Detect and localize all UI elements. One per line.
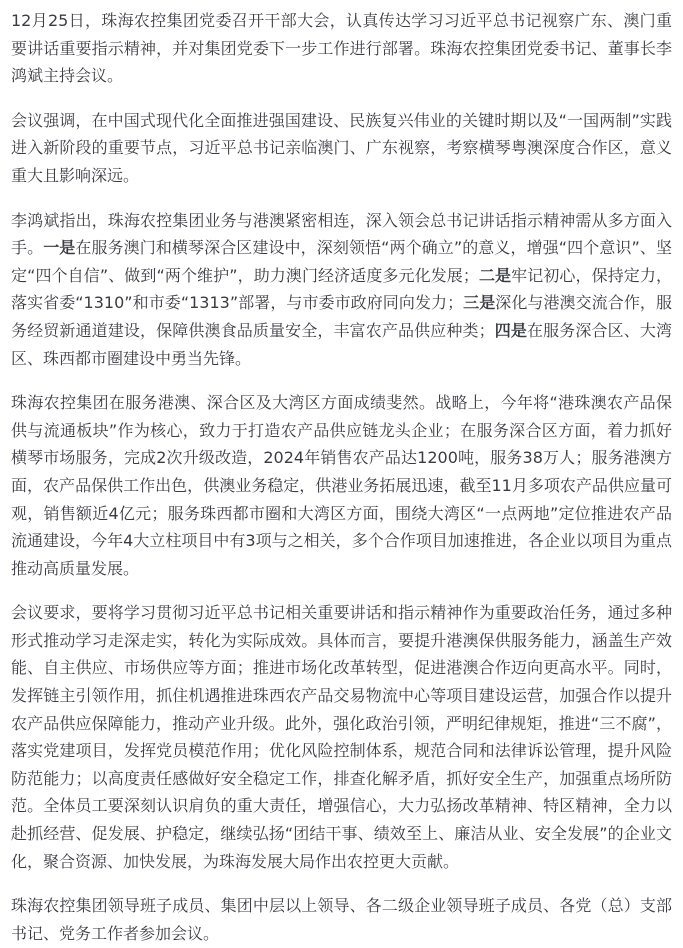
bold-text-run: 一是 [43,238,76,258]
paragraph-1 [11,7,672,90]
paragraph-4 [11,389,672,582]
bold-text-run: 二是 [478,265,512,285]
text-run: 牢记初心，保持定力，落实省委“1310”和市委“1313”部署，与市委市政府同向发力； [11,265,672,313]
text-run: 珠海农控集团在服务港澳、深合区及大湾区方面成绩斐然。战略上，今年将“港珠澳农产品保供与流通板块”作为核心，致力于打造农产品供应链龙头企业；在服务深合区方面，着力抓好横琴市场服务，完成2次升级改造，2024年销售农产品达1200吨，服务38万人；服务港澳方面，农产品保供工作出色，供澳业务稳定，供港业务拓展迅速，截至11月多项农产品供应量可观，销售额近4亿元；服务珠西都市圈和大湾区方面，围绕大湾区“一点两地”定位推进农产品流通建设，今年4大立柱项目中有3项与之相关，多个合作项目加速推进，各企业以项目为重点推动高质量发展。 [11,393,672,578]
text-run: 珠海农控集团领导班子成员、集团中层以上领导、各二级企业领导班子成员、各党（总）支部书记、党务工作者参加会议。 [11,896,672,943]
text-run: 深化与港澳交流合作，服务经贸新通道建设，保障供澳食品质量安全，丰富农产品供应种类； [11,293,672,340]
text-run: 在服务深合区、大湾区、珠西都市圈建设中勇当先锋。 [11,320,672,368]
text-run: 在服务澳门和横琴深合区建设中，深刻领悟“两个确立”的意义，增强“四个意识”、坚定“四个自信”、做到“两个维护”，助力澳门经济适度多元化发展； [11,238,672,285]
paragraph-6 [11,892,672,947]
text-run: 李鸿斌指出，珠海农控集团业务与港澳紧密相连，深入领会总书记讲话指示精神需从多方面入手。 [11,210,672,258]
bold-text-run: 三是 [463,293,496,313]
paragraph-2 [11,107,672,190]
bold-text-run: 四是 [494,320,527,340]
text-run: 12月25日，珠海农控集团党委召开干部大会，认真传达学习习近平总书记视察广东、澳门重要讲话重要指示精神，并对集团党委下一步工作进行部署。珠海农控集团党委书记、董事长李鸿斌主持会议。 [11,11,672,86]
text-run: 会议强调，在中国式现代化全面推进强国建设、民族复兴伟业的关键时期以及“一国两制”实践进入新阶段的重要节点，习近平总书记亲临澳门、广东视察，考察横琴粤澳深度合作区，意义重大且影响深远。 [11,110,672,185]
text-run: 会议要求，要将学习贯彻习近平总书记相关重要讲话和指示精神作为重要政治任务，通过多种形式推动学习走深走实，转化为实际成效。具体而言，要提升港澳保供服务能力，涵盖生产效能、自主供应、市场供应等方面；推进市场化改革转型，促进港澳合作迈向更高水平。同时，发挥链主引领作用，抓住机遇推进珠西农产品交易物流中心等项目建设运营，加强合作以提升农产品供应保障能力，推动产业升级。此外，强化政治引领，严明纪律规矩，推进“三不腐”，落实党建项目，发挥党员模范作用；优化风险控制体系，规范合同和法律诉讼管理，提升风险防范能力；以高度责任感做好安全稳定工作，排查化解矛盾，抓好安全生产，加强重点场所防范。全体员工要深刻认识肩负的重大责任，增强信心，大力弘扬改革精神、特区精神，全力以赴抓经营、促发展、护稳定，继续弘扬“团结干事、绩效至上、廉洁从业、安全发展”的企业文化，聚合资源、加快发展，为珠海发展大局作出农控更大贡献。 [11,603,672,871]
paragraph-3 [11,207,672,373]
paragraph-5 [11,599,672,875]
